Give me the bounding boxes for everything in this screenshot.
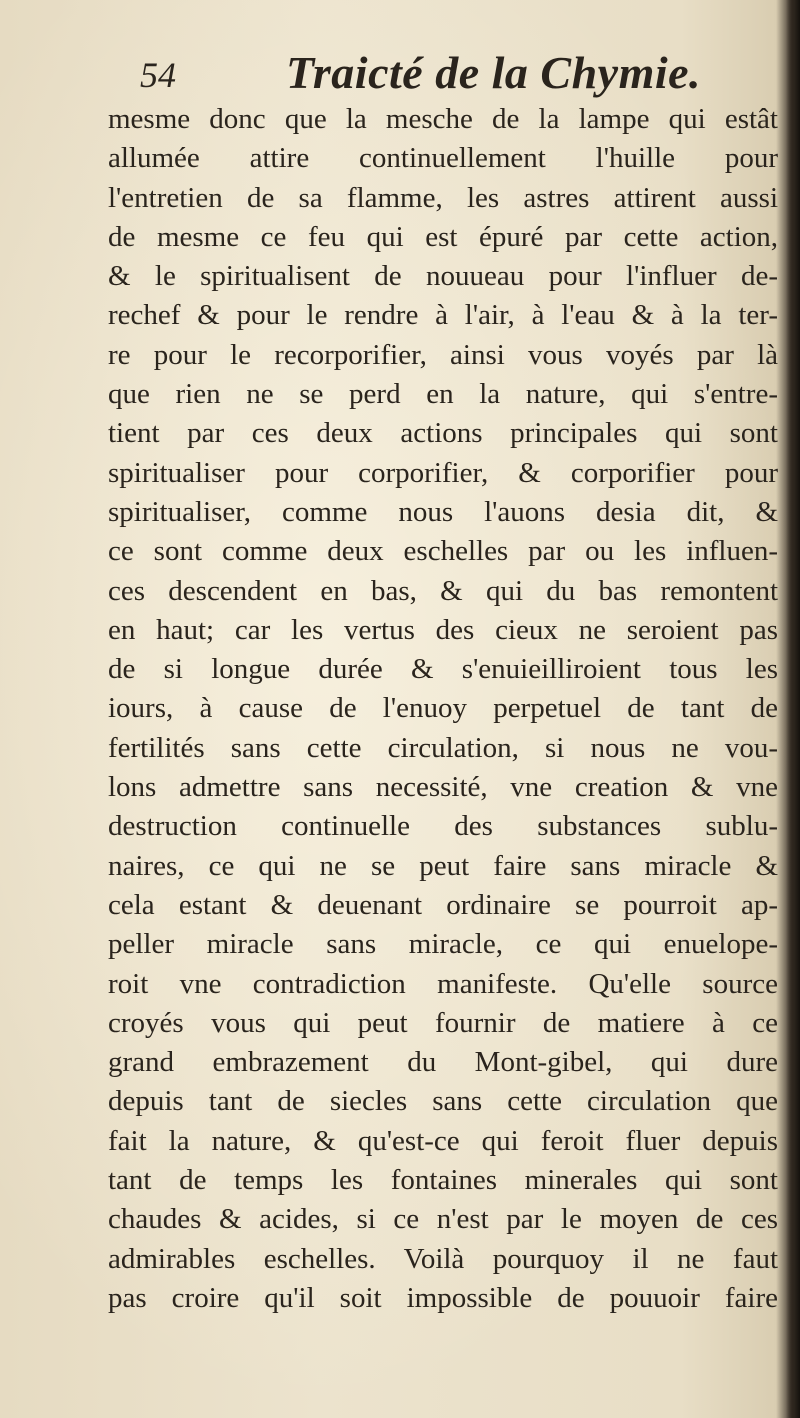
- text-line: re pour le recorporifier, ainsi vous voyés par là: [108, 338, 778, 371]
- text-line: peller miracle sans miracle, ce qui enuelope-: [108, 928, 778, 961]
- text-line: fertilités sans cette circulation, si nous ne vou-: [108, 731, 778, 764]
- text-line: en haut; car les vertus des cieux ne seroient pas: [108, 613, 778, 646]
- text-line: que rien ne se perd en la nature, qui s'entre-: [108, 378, 778, 411]
- text-line: grand embrazement du Mont-gibel, qui dure: [108, 1046, 778, 1079]
- text-line: depuis tant de siecles sans cette circulation que: [108, 1085, 778, 1118]
- text-line: tant de temps les fontaines minerales qui sont: [108, 1164, 778, 1197]
- text-line: ce sont comme deux eschelles par ou les influen-: [108, 535, 778, 568]
- text-line: rechef & pour le rendre à l'air, à l'eau & à la ter-: [108, 299, 778, 332]
- running-head: Traicté de la Chymie.: [286, 47, 702, 98]
- text-line: spiritualiser pour corporifier, & corporifier pour: [108, 456, 778, 489]
- text-line: de mesme ce feu qui est épuré par cette action,: [108, 220, 778, 253]
- page-number: 54: [140, 55, 176, 95]
- text-line: tient par ces deux actions principales qui sont: [108, 417, 778, 450]
- text-line: croyés vous qui peut fournir de matiere à ce: [108, 1006, 778, 1039]
- text-line: roit vne contradiction manifeste. Qu'elle source: [108, 967, 778, 1000]
- text-line: mesme donc que la mesche de la lampe qui estât: [108, 103, 778, 135]
- text-line: allumée attire continuellement l'huille pour: [108, 142, 778, 175]
- text-line: chaudes & acides, si ce n'est par le moyen de ces: [108, 1203, 778, 1236]
- text-line: fait la nature, & qu'est-ce qui feroit fluer depuis: [108, 1124, 778, 1157]
- text-line: ces descendent en bas, & qui du bas remontent: [108, 574, 778, 607]
- text-line: & le spiritualisent de nouueau pour l'influer de-: [108, 260, 778, 293]
- body-text: [108, 100, 778, 1318]
- text-line: destruction continuelle des substances sublu-: [108, 810, 778, 843]
- text-line: spiritualiser, comme nous l'auons desia dit, &: [108, 495, 778, 528]
- text-line: naires, ce qui ne se peut faire sans miracle &: [108, 849, 778, 882]
- text-line: cela estant & deuenant ordinaire se pourroit ap-: [108, 888, 778, 921]
- text-line: de si longue durée & s'enuieilliroient tous les: [108, 653, 778, 686]
- text-line: lons admettre sans necessité, vne creation & vne: [108, 771, 778, 804]
- page-header: [140, 46, 780, 106]
- text-line: iours, à cause de l'enuoy perpetuel de tant de: [108, 692, 778, 725]
- page-edge-shadow: [786, 0, 800, 1418]
- text-line: l'entretien de sa flamme, les astres attirent aussi: [108, 181, 778, 214]
- text-line: admirables eschelles. Voilà pourquoy il ne faut: [108, 1242, 778, 1275]
- text-line: pas croire qu'il soit impossible de pouuoir faire: [108, 1281, 778, 1314]
